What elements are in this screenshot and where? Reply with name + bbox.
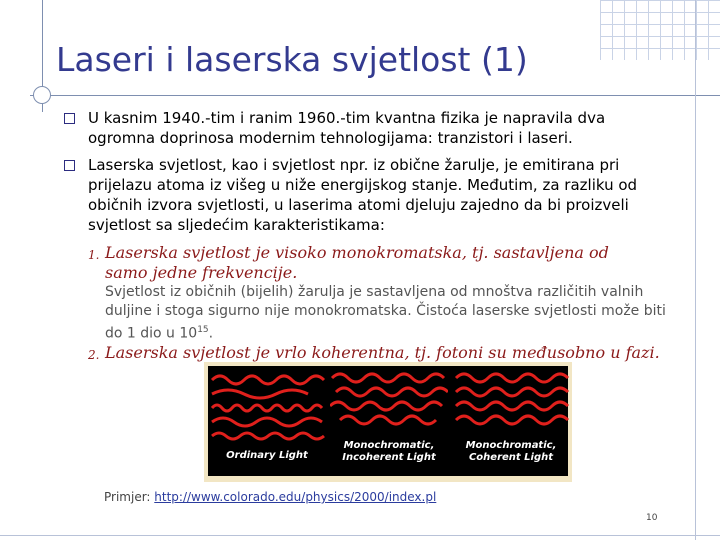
source-link[interactable]: http://www.colorado.edu/physics/2000/index.pl — [154, 490, 437, 504]
page-number: 10 — [646, 513, 658, 523]
bullet-marker-1 — [64, 110, 87, 129]
bullet-2-line: svjetlost sa sljedećim karakteristikama: — [88, 216, 385, 234]
ordinary-wave — [212, 376, 324, 384]
bullet-2-line: običnih izvora svjetlosti, u laserima atomi djeluju zajedno da bi proizveli — [88, 196, 629, 214]
decorative-bottom-line — [0, 535, 720, 536]
item-1-line: Laserska svjetlost je visoko monokromatska, tj. sastavljena od — [105, 243, 609, 262]
figure-background — [208, 366, 568, 476]
bullet-1 — [88, 108, 678, 148]
bullet-2 — [88, 155, 678, 235]
item-1-number: 1. — [88, 248, 100, 262]
ordinary-wave — [212, 433, 324, 439]
bullet-2-line: Laserska svjetlost, kao i svjetlost npr. iz obične žarulje, je emitirana pri — [88, 156, 620, 174]
bullet-1-line: U kasnim 1940.-tim i ranim 1960.-tim kvantna fizika je napravila dva — [88, 109, 606, 127]
label-coherent-light: Monochromatic, Coherent Light — [465, 440, 557, 463]
monochromatic-note — [105, 283, 675, 344]
ordinary-wave — [212, 405, 322, 411]
decorative-circle — [33, 86, 51, 104]
item-2-text: Laserska svjetlost je vrlo koherentna, tj. fotoni su međusobno u fazi. — [105, 343, 660, 362]
source-prefix: Primjer: — [104, 490, 155, 504]
coherent-wave — [456, 416, 568, 424]
decorative-right-line — [695, 0, 696, 540]
slide-title: Laseri i laserska svjetlost (1) — [56, 40, 528, 79]
ordinary-wave — [212, 418, 322, 426]
decorative-horizontal-line — [30, 95, 720, 96]
label-incoherent-light: Monochromatic, Incoherent Light — [342, 440, 436, 463]
ordinary-wave — [212, 390, 308, 398]
panel-ordinary — [208, 366, 326, 476]
coherent-wave — [456, 388, 568, 396]
bullet-marker-2 — [64, 157, 87, 176]
bullet-2-line: prijelazu atoma iz višeg u niže energijskog stanje. Međutim, za razliku od — [88, 176, 638, 194]
item-1-text — [105, 243, 609, 283]
label-ordinary-light: Ordinary Light — [226, 450, 308, 461]
coherent-wave — [456, 374, 568, 382]
decorative-grid — [600, 0, 720, 60]
light-comparison-figure — [204, 362, 572, 482]
bullet-1-line: ogromna doprinosa modernim tehnologijama: tranzistori i laseri. — [88, 129, 573, 147]
source-line — [104, 490, 436, 504]
note-line: duljine i stoga sigurno nije monokromatska. Čistoća laserske svjetlosti može biti — [105, 303, 666, 319]
coherent-wave — [456, 402, 568, 410]
incoherent-wave — [330, 402, 442, 410]
note-line: Svjetlost iz običnih (bijelih) žarulja je sastavljena od mnoštva različitih valnih — [105, 284, 644, 300]
incoherent-wave — [332, 374, 444, 382]
item-1-line: samo jedne frekvencije. — [105, 263, 298, 282]
incoherent-wave — [340, 416, 436, 424]
item-2-number: 2. — [88, 348, 100, 362]
panel-incoherent — [330, 366, 448, 476]
square-bullet-icon — [64, 160, 75, 171]
square-bullet-icon — [64, 113, 75, 124]
incoherent-wave — [336, 388, 448, 396]
note-line: do 1 dio u $10^{15}$. — [105, 325, 214, 342]
panel-coherent — [452, 366, 570, 476]
